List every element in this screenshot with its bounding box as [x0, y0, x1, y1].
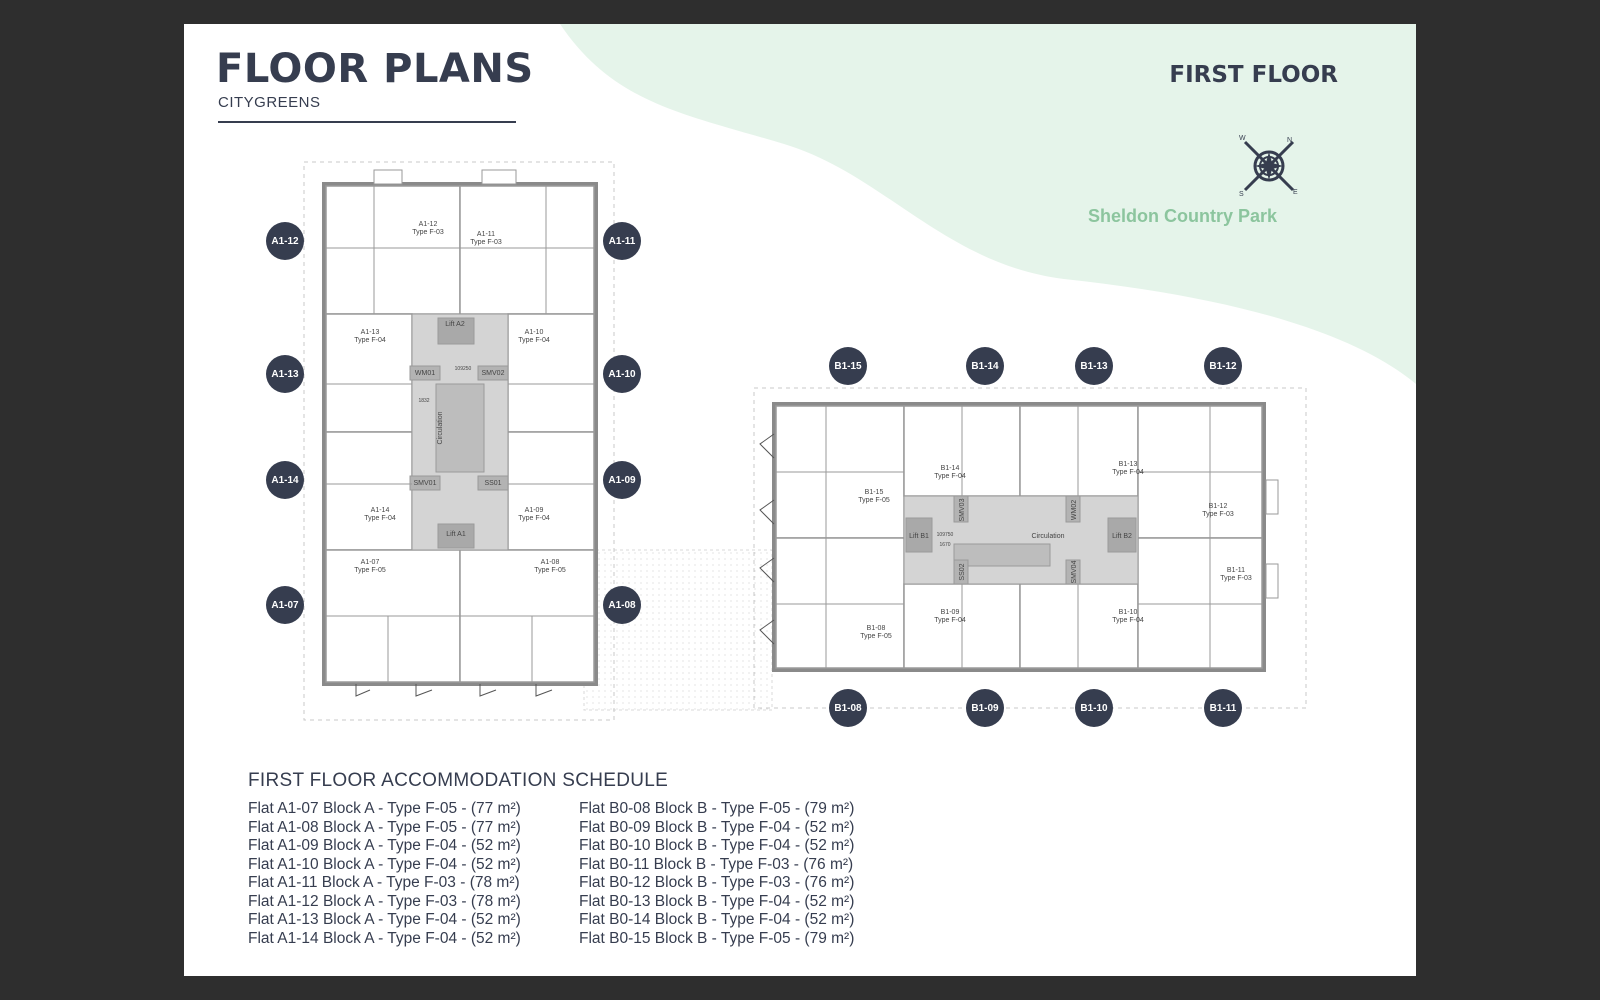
flat-label-b1-10: B1-10 [1118, 609, 1138, 616]
schedule-item: Flat A1-13 Block A - Type F-04 - (52 m²) [248, 911, 521, 928]
flat-label-a1-09: A1-09 [524, 507, 544, 514]
wm02-label: WM02 [1071, 499, 1078, 521]
compass-letter-w: W [1239, 135, 1246, 142]
block-a-plan [324, 170, 596, 696]
project-name: CITYGREENS [218, 94, 321, 111]
schedule-item: Flat B0-09 Block B - Type F-04 - (52 m²) [579, 818, 855, 836]
compass-letter-n: N [1287, 137, 1293, 144]
smv04-label: SMV04 [1071, 560, 1078, 584]
smv03-label: SMV03 [959, 498, 966, 522]
flat-label-a1-11: A1-11 [476, 231, 496, 238]
link-corridor [584, 550, 772, 710]
schedule-item: Flat A1-14 Block A - Type F-04 - (52 m²) [248, 929, 521, 947]
circulation-a-label: Circulation [437, 411, 444, 445]
level-b-label: 109750 [936, 532, 954, 538]
flat-type-a1-09: Type F-04 [518, 515, 550, 522]
unit-badge-a1-13: A1-13 [266, 355, 304, 393]
smv01-label: SMV01 [413, 480, 437, 487]
flat-label-b1-12: B1-12 [1208, 503, 1228, 510]
flat-type-a1-12: Type F-03 [412, 229, 444, 236]
schedule-item: Flat B0-10 Block B - Type F-04 - (52 m²) [579, 837, 855, 854]
flat-label-a1-07: A1-07 [360, 559, 380, 566]
flat-label-a1-14: A1-14 [370, 507, 390, 514]
flat-type-b1-13: Type F-04 [1112, 469, 1144, 476]
flat-label-a1-10: A1-10 [524, 329, 544, 336]
ss01-label: SS01 [484, 480, 502, 487]
floor-plan-drawing [184, 24, 1416, 764]
flat-label-b1-09: B1-09 [940, 609, 960, 616]
unit-badge-b1-12: B1-12 [1204, 347, 1242, 385]
unit-badge-b1-09: B1-09 [966, 689, 1004, 727]
unit-badge-a1-08: A1-08 [603, 586, 641, 624]
lift-b1-label: Lift B1 [909, 533, 929, 540]
unit-badge-b1-13: B1-13 [1075, 347, 1113, 385]
level-a-label: 109250 [454, 366, 472, 372]
unit-badge-b1-15: B1-15 [829, 347, 867, 385]
flat-label-b1-11: B1-11 [1226, 567, 1246, 574]
flat-type-b1-12: Type F-03 [1202, 511, 1234, 518]
schedule-item: Flat B0-11 Block B - Type F-03 - (76 m²) [579, 855, 854, 873]
block-b-plan [760, 404, 1278, 670]
flat-type-a1-10: Type F-04 [518, 337, 550, 344]
flat-type-a1-14: Type F-04 [364, 515, 396, 522]
flat-type-a1-11: Type F-03 [470, 239, 502, 246]
schedule-title: FIRST FLOOR ACCOMMODATION SCHEDULE [248, 770, 669, 791]
flat-label-b1-15: B1-15 [864, 489, 884, 496]
flat-label-b1-13: B1-13 [1118, 461, 1138, 468]
schedule-item: Flat A1-10 Block A - Type F-04 - (52 m²) [248, 855, 521, 873]
schedule-item: Flat B0-08 Block B - Type F-05 - (79 m²) [579, 800, 855, 817]
schedule-item: Flat B0-13 Block B - Type F-04 - (52 m²) [579, 892, 855, 910]
unit-badge-b1-14: B1-14 [966, 347, 1004, 385]
wm01-label: WM01 [414, 370, 436, 377]
flat-type-a1-07: Type F-05 [354, 567, 386, 574]
flat-label-a1-12: A1-12 [418, 221, 438, 228]
schedule-item: Flat B0-14 Block B - Type F-04 - (52 m²) [579, 911, 855, 928]
schedule-item: Flat A1-09 Block A - Type F-04 - (52 m²) [248, 837, 521, 854]
unit-badge-a1-10: A1-10 [603, 355, 641, 393]
flat-label-a1-08: A1-08 [540, 559, 560, 566]
flat-type-a1-08: Type F-05 [534, 567, 566, 574]
flat-label-b1-14: B1-14 [940, 465, 960, 472]
schedule-item: Flat B0-12 Block B - Type F-03 - (76 m²) [579, 874, 855, 891]
flat-type-b1-11: Type F-03 [1220, 575, 1252, 582]
park-label: Sheldon Country Park [1088, 206, 1278, 226]
dimension-b-label: 1670 [939, 542, 951, 548]
flat-label-b1-08: B1-08 [866, 625, 886, 632]
schedule-item: Flat A1-07 Block A - Type F-05 - (77 m²) [248, 800, 521, 817]
floor-plan-sheet [184, 24, 1416, 976]
ss02-label: SS02 [959, 563, 966, 581]
lift-a2-label: Lift A2 [445, 321, 465, 328]
flat-type-b1-09: Type F-04 [934, 617, 966, 624]
flat-type-b1-08: Type F-05 [860, 633, 892, 640]
flat-type-b1-14: Type F-04 [934, 473, 966, 480]
unit-badge-a1-12: A1-12 [266, 222, 304, 260]
dimension-a-label: 1832 [418, 398, 430, 404]
floor-label: FIRST FLOOR [1169, 62, 1338, 88]
compass-letter-s: S [1239, 191, 1244, 198]
schedule-column-block-b [579, 800, 854, 948]
flat-label-a1-13: A1-13 [360, 329, 380, 336]
unit-badge-a1-09: A1-09 [603, 461, 641, 499]
schedule-column-block-a [248, 800, 521, 948]
flat-type-a1-13: Type F-04 [354, 337, 386, 344]
unit-badge-b1-08: B1-08 [829, 689, 867, 727]
smv02-label: SMV02 [481, 370, 505, 377]
lift-b2-label: Lift B2 [1112, 533, 1132, 540]
schedule-item: Flat B0-15 Block B - Type F-05 - (79 m²) [579, 929, 855, 947]
lift-a1-label: Lift A1 [446, 531, 466, 538]
circulation-b-label: Circulation [1031, 533, 1065, 540]
schedule-item: Flat A1-11 Block A - Type F-03 - (78 m²) [248, 874, 520, 891]
unit-badge-b1-10: B1-10 [1075, 689, 1113, 727]
unit-badge-a1-07: A1-07 [266, 586, 304, 624]
compass-letter-e: E [1293, 189, 1298, 196]
page-title: FLOOR PLANS [216, 46, 534, 92]
unit-badge-b1-11: B1-11 [1204, 689, 1242, 727]
flat-type-b1-10: Type F-04 [1112, 617, 1144, 624]
schedule-item: Flat A1-12 Block A - Type F-03 - (78 m²) [248, 892, 521, 910]
flat-type-b1-15: Type F-05 [858, 497, 890, 504]
schedule-item: Flat A1-08 Block A - Type F-05 - (77 m²) [248, 818, 521, 836]
unit-badge-a1-14: A1-14 [266, 461, 304, 499]
unit-badge-a1-11: A1-11 [603, 222, 641, 260]
